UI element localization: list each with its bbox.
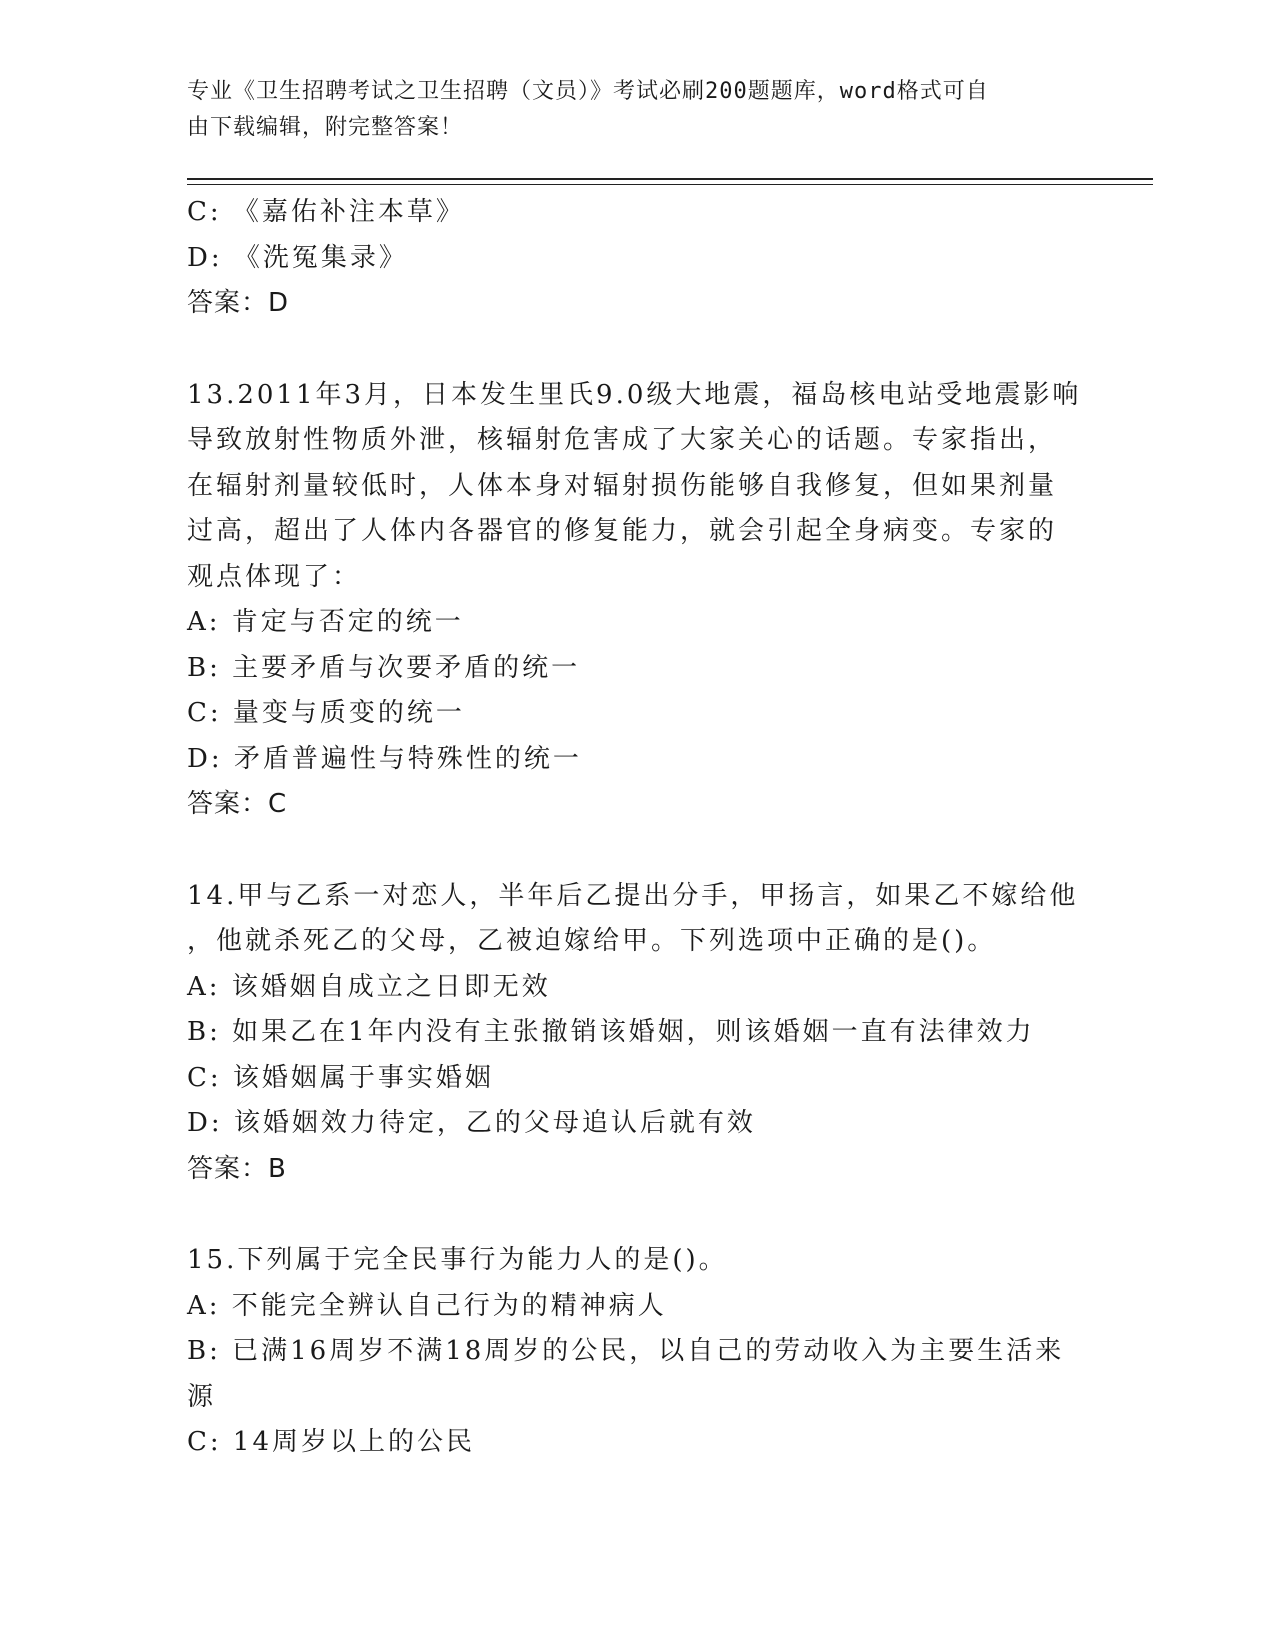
spacer: [187, 828, 1087, 874]
header-line-2: 由下载编辑，附完整答案！: [187, 115, 464, 140]
option-d: D: 该婚姻效力待定，乙的父母追认后就有效: [187, 1108, 756, 1138]
question-stem-line: ，他就杀死乙的父母，乙被迫嫁给甲。下列选项中正确的是()。: [187, 926, 997, 956]
option-b-line: B: 已满16周岁不满18周岁的公民，以自己的劳动收入为主要生活来: [187, 1336, 1065, 1366]
option-d: D: 矛盾普遍性与特殊性的统一: [187, 743, 582, 774]
question-stem-line: 在辐射剂量较低时，人体本身对辐射损伤能够自我修复，但如果剂量: [187, 470, 1058, 501]
question-stem-line: 14.甲与乙系一对恋人，半年后乙提出分手，甲扬言，如果乙不嫁给他: [187, 880, 1079, 911]
option-a: A: 肯定与否定的统一: [187, 607, 464, 637]
answer: 答案：D: [187, 288, 290, 318]
question-12: [187, 190, 1087, 327]
option-b: B: 主要矛盾与次要矛盾的统一: [187, 652, 581, 683]
question-13: [187, 373, 1087, 828]
question-stem-line: 观点体现了：: [187, 561, 362, 592]
option-b-line: 源: [187, 1381, 217, 1412]
option-a: A: 不能完全辨认自己行为的精神病人: [187, 1290, 667, 1321]
header-divider-thick: [187, 178, 1153, 180]
question-14: [187, 874, 1087, 1193]
question-stem-line: 过高，超出了人体内各器官的修复能力，就会引起全身病变。专家的: [187, 516, 1058, 546]
header-divider-thin: [187, 184, 1153, 185]
answer: 答案：C: [187, 789, 288, 819]
question-stem-line: 15.下列属于完全民事行为能力人的是()。: [187, 1245, 728, 1275]
question-stem-line: 导致放射性物质外泄，核辐射危害成了大家关心的话题。专家指出，: [187, 425, 1058, 455]
option-d: D: 《洗冤集录》: [187, 242, 408, 273]
answer: 答案：B: [187, 1153, 287, 1184]
document-header: [187, 74, 1067, 146]
option-c: C: 14周岁以上的公民: [187, 1427, 476, 1457]
option-b: B: 如果乙在1年内没有主张撤销该婚姻，则该婚姻一直有法律效力: [187, 1017, 1035, 1047]
option-c: C: 该婚姻属于事实婚姻: [187, 1062, 494, 1093]
option-c: C: 量变与质变的统一: [187, 698, 465, 728]
question-list: [187, 190, 1087, 1466]
question-15: [187, 1238, 1087, 1466]
option-c: C: 《嘉佑补注本草》: [187, 197, 465, 227]
option-a: A: 该婚姻自成立之日即无效: [187, 971, 551, 1002]
spacer: [187, 327, 1087, 373]
header-line-1: 专业《卫生招聘考试之卫生招聘（文员）》考试必刷200题题库，word格式可自: [187, 79, 989, 104]
question-stem-line: 13.2011年3月，日本发生里氏9.0级大地震，福岛核电站受地震影响: [187, 379, 1082, 410]
spacer: [187, 1192, 1087, 1238]
